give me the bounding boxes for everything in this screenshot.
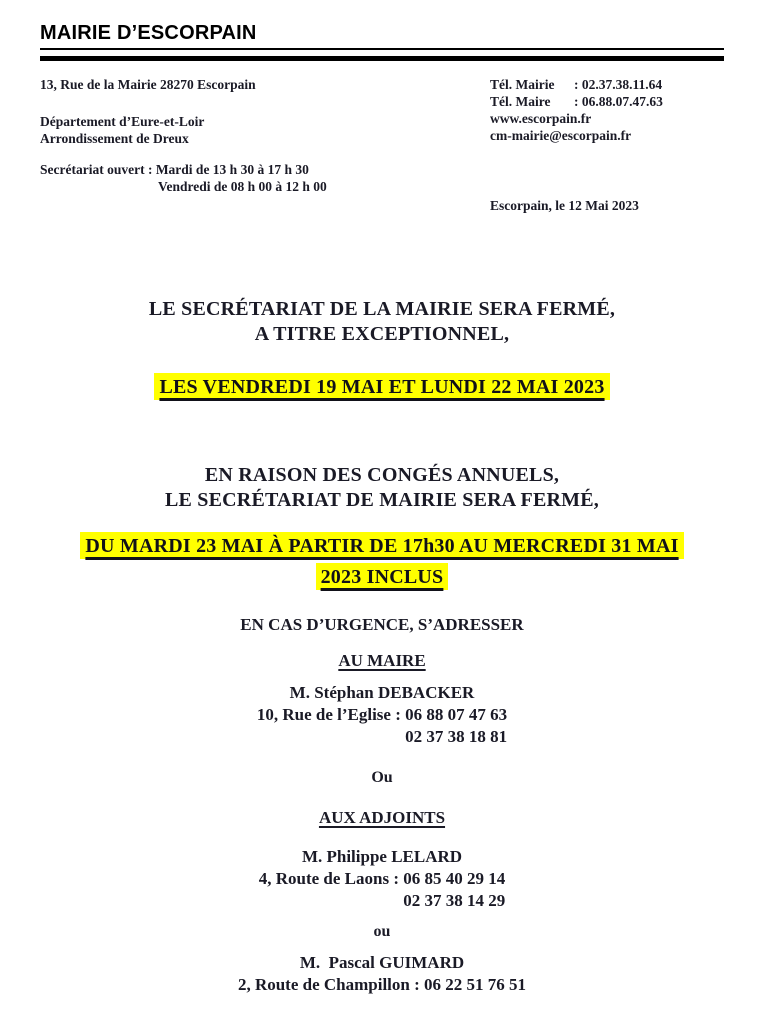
- deputy1-contact-row: [0, 828, 764, 912]
- deputy1-name: M. Philippe LELARD: [301, 847, 463, 866]
- closure-heading-1-line2: A TITRE EXCEPTIONNEL,: [254, 322, 510, 345]
- deputy1-phone-2: 02 37 38 14 29: [403, 891, 506, 910]
- deputy2-contact-block: [238, 952, 526, 996]
- opening-hours-line1: Secrétariat ouvert : Mardi de 13 h 30 à 17 h 30: [40, 162, 309, 177]
- highlighted-dates-2-line2: 2023 INCLUS: [316, 563, 449, 590]
- mayor-heading: AU MAIRE: [338, 651, 426, 670]
- highlighted-dates-2: [0, 531, 764, 593]
- tel-mairie-row: [490, 76, 730, 93]
- highlighted-dates-2-row2: [0, 562, 764, 593]
- masthead-thick-rule: [40, 56, 724, 61]
- mayor-contact-row: [0, 671, 764, 748]
- highlighted-dates-2-row1: [0, 531, 764, 562]
- tel-mairie-value: : 02.37.38.11.64: [574, 77, 663, 92]
- mayor-name: M. Stéphan DEBACKER: [289, 683, 475, 702]
- department-line: Département d’Eure-et-Loir: [40, 114, 205, 129]
- closure-heading-2: [0, 463, 764, 512]
- org-title: MAIRIE D’ESCORPAIN: [40, 22, 724, 50]
- mairie-address: 13, Rue de la Mairie 28270 Escorpain: [40, 77, 256, 92]
- deputy2-name: M. Pascal GUIMARD: [299, 953, 465, 972]
- highlighted-dates-1-text: LES VENDREDI 19 MAI ET LUNDI 22 MAI 2023: [154, 373, 609, 400]
- deputy2-address-phone: 2, Route de Champillon : 06 22 51 76 51: [237, 975, 527, 994]
- deputy1-address-phone: 4, Route de Laons : 06 85 40 29 14: [258, 869, 506, 888]
- tel-maire-row: [490, 93, 730, 110]
- closure-heading-1: [0, 297, 764, 346]
- mayor-contact-block: [257, 682, 507, 748]
- deputies-heading: AUX ADJOINTS: [318, 808, 446, 827]
- closure-heading-1-line1: LE SECRÉTARIAT DE LA MAIRIE SERA FERMÉ,: [148, 298, 616, 320]
- info-right-column: [490, 76, 730, 214]
- mayor-phone-2: 02 37 38 18 81: [405, 727, 508, 746]
- arrondissement-line: Arrondissement de Dreux: [40, 131, 189, 146]
- or-separator-2: ou: [373, 923, 391, 940]
- tel-mairie-label: Tél. Mairie: [490, 77, 555, 92]
- highlighted-dates-2-line1: DU MARDI 23 MAI À PARTIR DE 17h30 AU MERCREDI 31 MAI: [80, 532, 683, 559]
- tel-maire-label: Tél. Maire: [490, 94, 551, 109]
- emergency-heading: EN CAS D’URGENCE, S’ADRESSER: [240, 615, 524, 634]
- highlighted-dates-1: [0, 372, 764, 403]
- deputy1-contact-block: [259, 846, 506, 912]
- closure-heading-2-line1: EN RAISON DES CONGÉS ANNUELS,: [204, 464, 560, 486]
- notice-body: [0, 297, 764, 996]
- masthead: [0, 0, 764, 61]
- or-separator-1: Ou: [371, 769, 393, 786]
- closure-heading-2-line2: LE SECRÉTARIAT DE MAIRIE SERA FERMÉ,: [165, 488, 599, 511]
- email-text: cm-mairie@escorpain.fr: [490, 128, 632, 143]
- opening-hours-line2: Vendredi de 08 h 00 à 12 h 00: [158, 179, 327, 194]
- deputy2-contact-row: [0, 942, 764, 996]
- dateline: Escorpain, le 12 Mai 2023: [490, 198, 639, 213]
- website-text: www.escorpain.fr: [490, 111, 592, 126]
- mayor-address-phone: 10, Rue de l’Eglise : 06 88 07 47 63: [256, 705, 508, 724]
- info-section: [40, 76, 724, 281]
- info-left-column: [40, 76, 460, 195]
- tel-maire-value: : 06.88.07.47.63: [574, 94, 663, 109]
